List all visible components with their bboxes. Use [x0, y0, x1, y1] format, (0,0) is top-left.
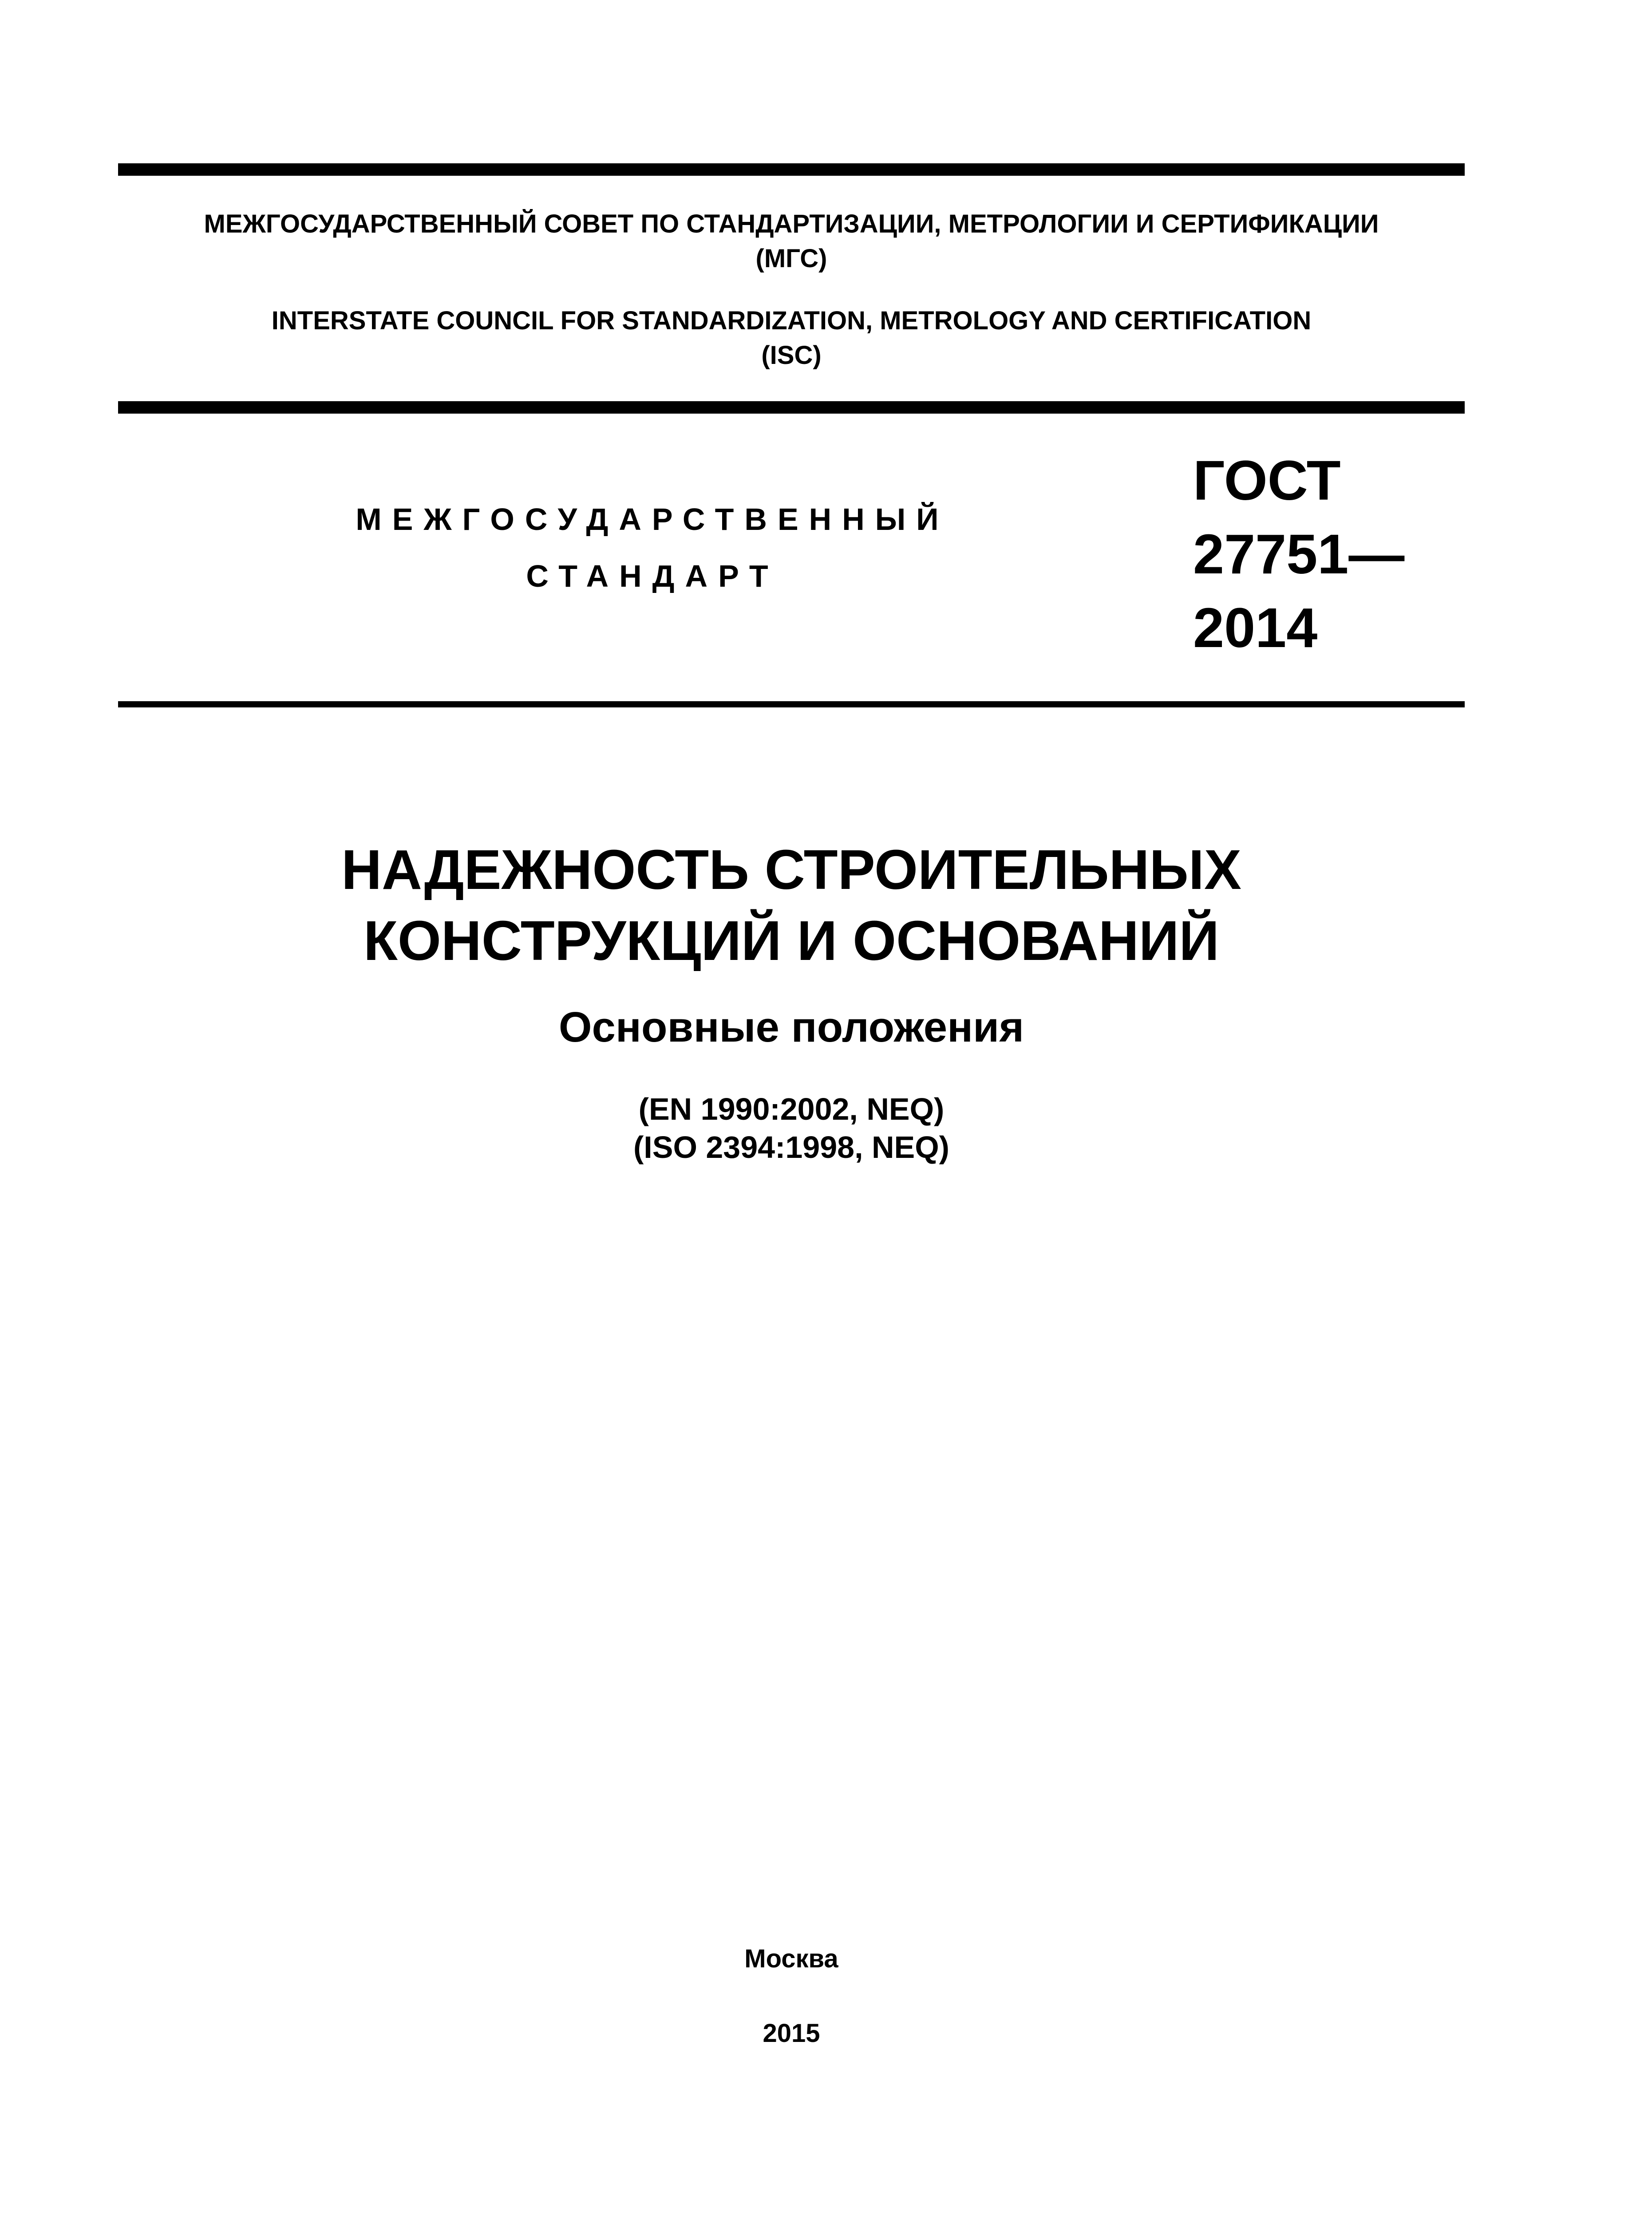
imprint-year: 2015 [763, 2019, 820, 2048]
council-name-english [118, 304, 1465, 373]
reference-iso: (ISO 2394:1998, NEQ) [633, 1130, 949, 1165]
council-name-russian [118, 207, 1465, 276]
designation-prefix: ГОСТ [1193, 449, 1341, 512]
council-abbrev-ru: (МГС) [755, 244, 827, 273]
council-name-ru-line: МЕЖГОСУДАРСТВЕННЫЙ СОВЕТ ПО СТАНДАРТИЗАЦИИ, МЕТРОЛОГИИ И СЕРТИФИКАЦИИ [204, 209, 1379, 238]
standard-kind-line-1: МЕЖГОСУДАРСТВЕННЫЙ [356, 502, 949, 537]
middle-thick-rule [118, 401, 1465, 414]
thin-rule [118, 701, 1465, 707]
document-subtitle: Основные положения [558, 1003, 1024, 1051]
title-line-1: НАДЕЖНОСТЬ СТРОИТЕЛЬНЫХ [341, 838, 1241, 901]
top-thick-rule [118, 163, 1465, 176]
council-abbrev-en: (ISC) [761, 341, 822, 370]
title-line-2: КОНСТРУКЦИЙ И ОСНОВАНИЙ [364, 909, 1219, 972]
document-title [118, 834, 1465, 976]
standard-kind-line-2: СТАНДАРТ [526, 559, 779, 593]
imprint-city: Москва [744, 1944, 838, 1973]
council-name-en-line: INTERSTATE COUNCIL FOR STANDARDIZATION, METROLOGY AND CERTIFICATION [271, 306, 1312, 335]
reference-en: (EN 1990:2002, NEQ) [638, 1092, 945, 1126]
designation-year: 2014 [1193, 596, 1318, 659]
standard-designation [1193, 449, 1405, 674]
designation-number: 27751— [1193, 523, 1405, 585]
harmonization-references [118, 1090, 1465, 1166]
